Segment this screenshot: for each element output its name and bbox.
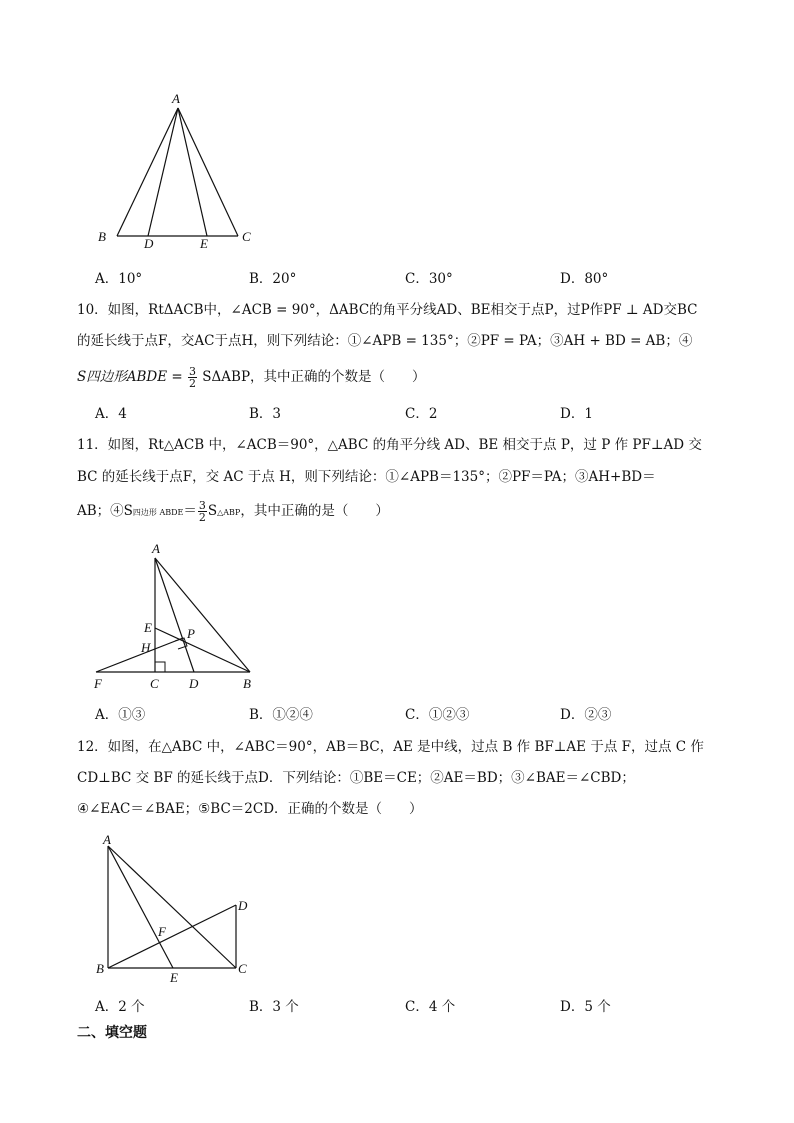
label-B: B [98,229,106,244]
label-E: E [200,236,208,251]
q11-option-c: C．①②③ [405,707,470,723]
label-D: D [238,898,248,913]
q12-line-1: 12．如图，在△ABC 中，∠ABC＝90°，AB＝BC，AE 是中线，过点 B 作 BF⊥AE 于点 F，过点 C 作 [77,739,704,755]
q12-option-b: B．3 个 [249,999,299,1015]
q11-line-3 [77,496,389,528]
label-A: A [103,832,111,847]
label-C: C [242,229,251,244]
q11-eq: ＝ [183,503,197,519]
triangle-figure-q11 [86,540,266,695]
q10-area-rhs: SΔABP，其中正确的个数是（ ） [202,369,426,385]
q11-line-2: BC 的延长线于点F，交 AC 于点 H，则下列结论：①∠APB＝135°；②PF＝PA；③AH+BD＝ [77,469,656,485]
label-C: C [150,676,159,691]
q11-sub-quad: 四边形 ABDE [132,508,184,517]
q10-option-a: A．4 [95,406,127,422]
q10-fraction: $\frac{3}{2}$ [189,365,196,390]
q11-text-a: AB；④S [77,503,133,519]
label-D: D [189,676,199,691]
q10-line-1: 10．如图，RtΔACB中，∠ACB = 90°，ΔABC的角平分线AD、BE相交于点P，过P作PF ⊥ AD交BC [77,302,698,318]
label-B: B [96,961,104,976]
section-title: 二、填空题 [77,1025,147,1041]
q12-line-2: CD⊥BC 交 BF 的延长线于点D．下列结论：①BE＝CE；②AE＝BD；③∠BAE＝∠CBD； [77,770,635,786]
option-a: A．10° [95,271,143,287]
label-E: E [144,620,152,635]
q10-option-c: C．2 [405,406,438,422]
label-A: A [172,91,180,106]
label-D: D [144,236,154,251]
q10-area-lhs: S四边形ABDE = [77,369,183,385]
q12-option-d: D．5 个 [560,999,611,1015]
option-b: B．20° [249,271,297,287]
option-c: C．30° [405,271,453,287]
q11-sub-tri: △ABP [217,508,241,517]
label-F: F [94,676,102,691]
option-d: D．80° [560,271,609,287]
q11-option-d: D．②③ [560,707,612,723]
q11-line-1: 11．如图，Rt△ACB 中，∠ACB＝90°，△ABC 的角平分线 AD、BE 相交于点 P，过 P 作 PF⊥AD 交 [77,437,702,453]
q11-fraction: $\frac{3}{2}$ [198,499,206,524]
q11-text-s: S [207,503,218,519]
label-C: C [238,961,247,976]
q10-line-2: 的延长线于点F，交AC于点H，则下列结论：①∠APB = 135°；②PF = PA；③AH + BD = AB；④ [77,333,693,349]
label-B: B [243,676,251,691]
label-A: A [152,541,160,556]
q12-line-3: ④∠EAC＝∠BAE；⑤BC＝2CD．正确的个数是（ ） [77,801,423,817]
triangle-figure-q12 [92,830,262,990]
label-E: E [170,970,178,985]
triangle-figure-q9 [90,88,260,258]
q12-option-c: C．4 个 [405,999,456,1015]
label-P: P [187,626,195,641]
q10-option-d: D．1 [560,406,593,422]
q10-line-3 [77,362,426,392]
q11-text-c: ，其中正确的是（ ） [240,503,389,519]
label-H: H [141,640,151,655]
q11-option-b: B．①②④ [249,707,313,723]
q11-option-a: A．①③ [95,707,146,723]
q12-option-a: A．2 个 [95,999,145,1015]
label-F: F [158,924,166,939]
q10-option-b: B．3 [249,406,282,422]
